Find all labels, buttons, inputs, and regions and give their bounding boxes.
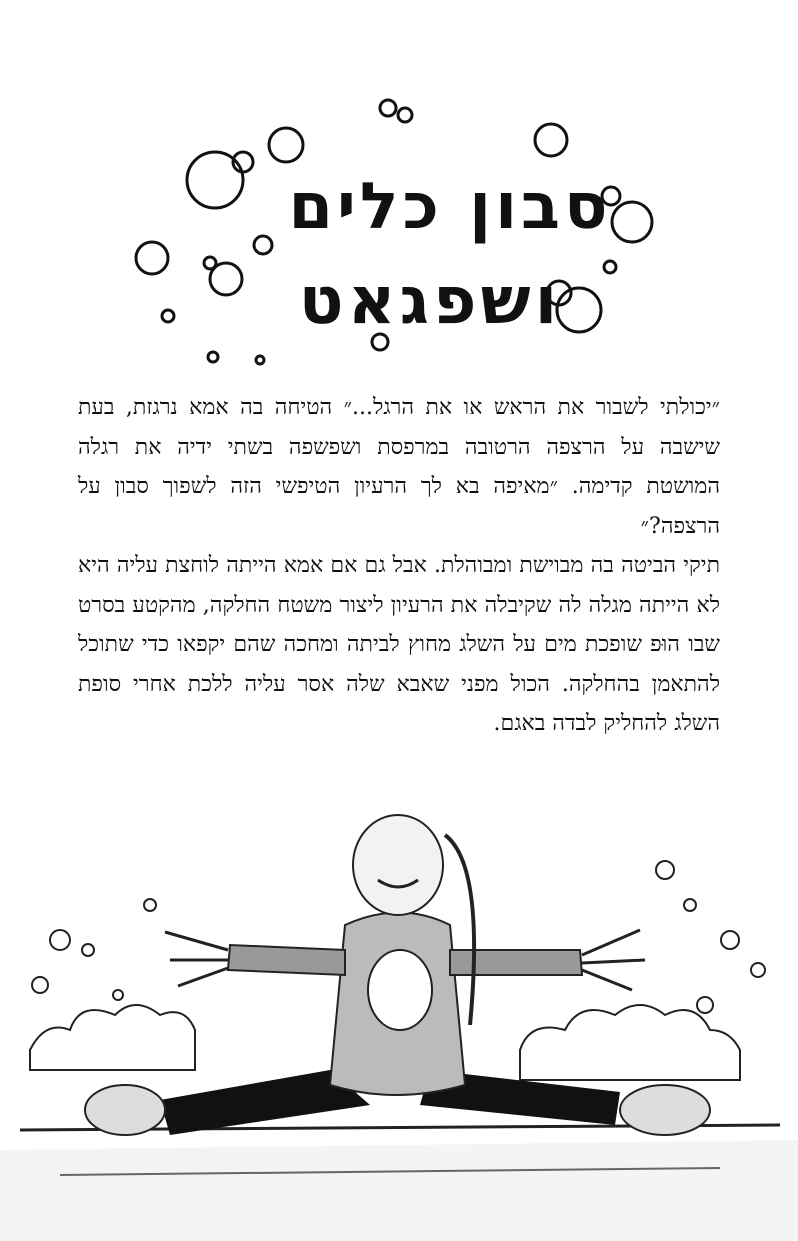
floor-shadow	[0, 1140, 798, 1241]
foot-right	[620, 1085, 710, 1135]
paragraph-2: תיקי הביטה בה מבוישת ומבוהלת. אבל גם אם אמא הייתה לוחצת עליה היא לא הייתה מגלה לה שקיבלה את הרעיון ליצור משטח החלקה, מהקטע בסרט שבו הוּפ שופכת מים על השלג מחוץ לביתה ומחכה שהם יקפאו כדי שתוכל להתאמן בהחלקה. הכול מפני שאבא שלה אסר עליה ללכת אחרי סופת השלג להחליק לבדה באגם.	[78, 553, 720, 736]
bubble	[208, 352, 218, 362]
bubble	[256, 356, 264, 364]
arm-right	[450, 950, 582, 975]
girl-splits-illustration	[0, 800, 798, 1241]
chapter-title-line-1: סבון כלים	[288, 170, 612, 244]
hand-left	[165, 932, 228, 986]
girl-figure	[85, 815, 710, 1135]
arm-left	[228, 945, 345, 975]
bubble	[269, 128, 303, 162]
story-body	[78, 388, 720, 744]
bubble	[380, 100, 396, 116]
bubble	[204, 257, 216, 269]
chapter-title-line-2: ושפגאט	[298, 262, 562, 339]
shirt-print	[368, 950, 432, 1030]
foot-left	[85, 1085, 165, 1135]
hand-right	[582, 930, 645, 990]
bubble	[398, 108, 412, 122]
head	[353, 815, 443, 915]
paragraph-1: ״יכולתי לשבור את הראש או את הרגל...״ הטיחה בה אמא נרגזת, בעת שישבה על הרצפה הרטובה במרפסת ושפשפה בשתי ידיה את רגלה המושטת קדימה. ״מאיפה בא לך הרעיון הטיפשי הזה לשפוך סבון על הרצפה?״	[78, 395, 721, 539]
bubble	[162, 310, 174, 322]
bubble	[136, 242, 168, 274]
bubble	[535, 124, 567, 156]
